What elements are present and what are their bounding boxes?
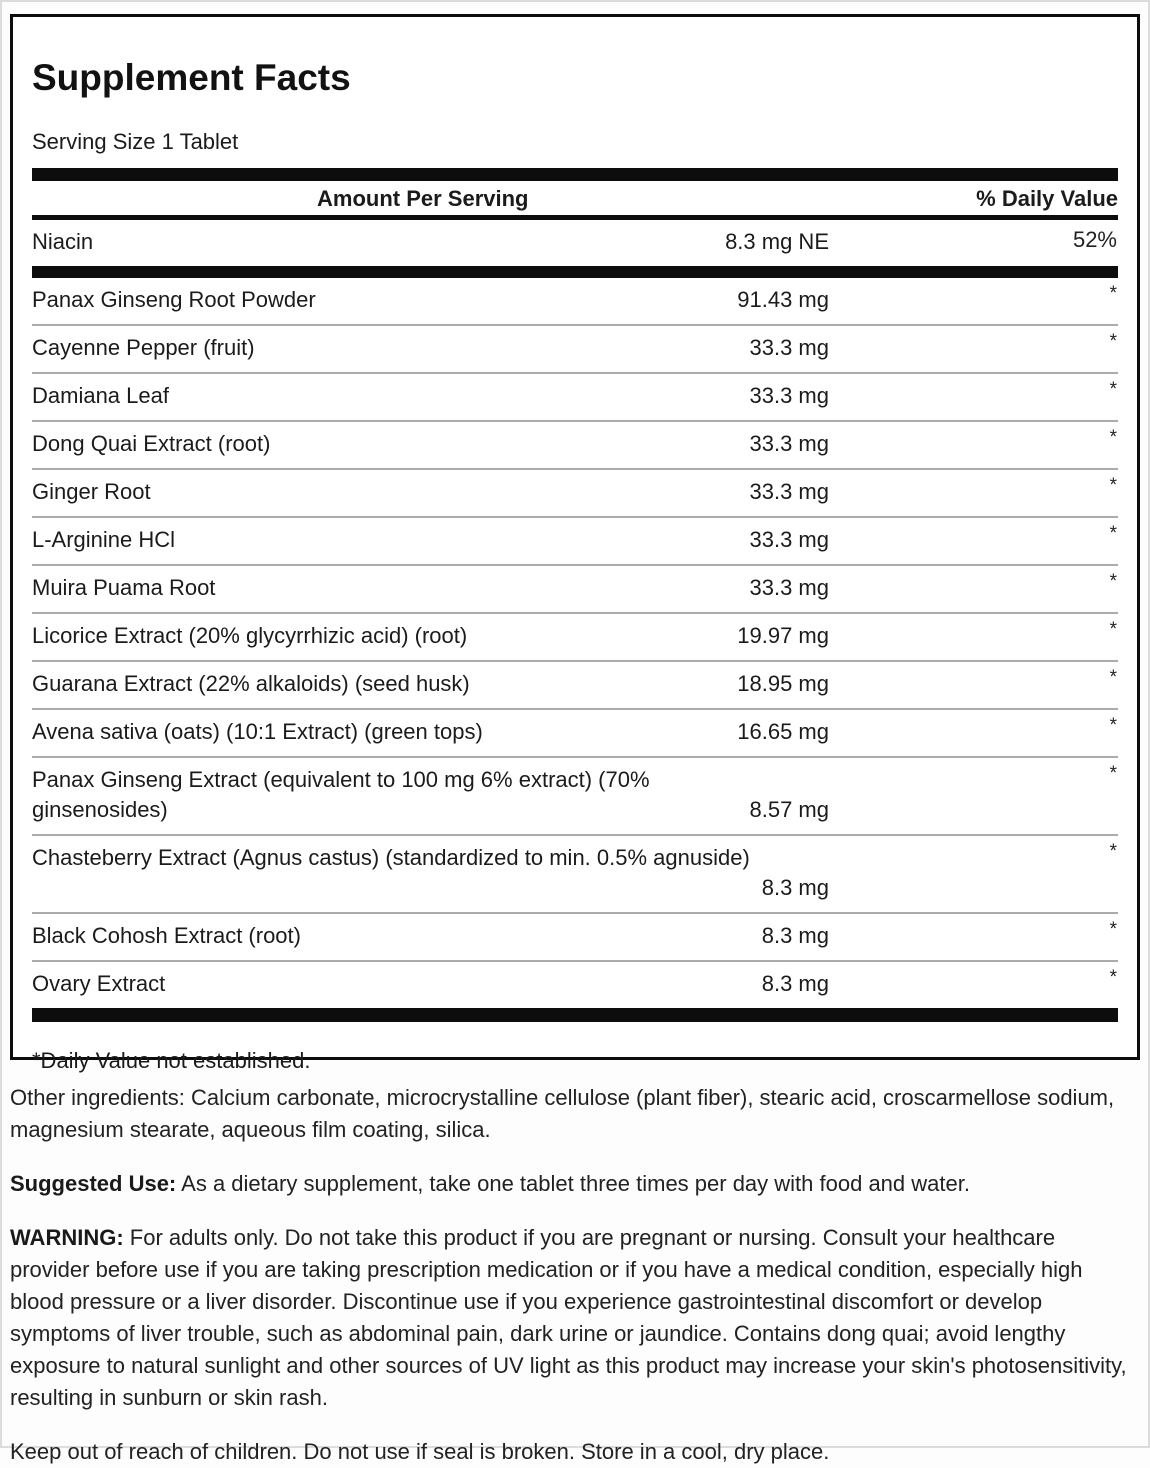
ingredient-amount: 16.65 mg	[737, 719, 829, 744]
table-row	[32, 564, 1118, 612]
ingredient-daily-value: 52%	[1072, 227, 1117, 252]
ingredient-daily-value: *	[1109, 763, 1117, 784]
label-info-section	[10, 1082, 1138, 1468]
ingredient-amount: 19.97 mg	[737, 623, 829, 648]
ingredient-amount: 33.3 mg	[749, 575, 829, 600]
table-row-niacin	[32, 220, 1118, 266]
table-header-row	[32, 181, 1118, 215]
panel-title: Supplement Facts	[32, 57, 351, 98]
ingredient-daily-value: *	[1109, 919, 1117, 940]
supplement-facts-panel	[10, 14, 1140, 1073]
table-row	[32, 468, 1118, 516]
other-ingredients-label: Other ingredients:	[10, 1085, 185, 1110]
divider-thick-top	[32, 168, 1118, 181]
ingredient-daily-value: *	[1109, 667, 1117, 688]
ingredient-daily-value: *	[1109, 523, 1117, 544]
ingredient-name: Dong Quai Extract (root)	[32, 431, 271, 456]
ingredient-name: Licorice Extract (20% glycyrrhizic acid) (root)	[32, 623, 468, 648]
other-ingredients-paragraph	[10, 1082, 1138, 1146]
ingredient-amount: 8.3 mg	[761, 875, 829, 900]
table-row	[32, 834, 1118, 912]
ingredient-name: Cayenne Pepper (fruit)	[32, 335, 255, 360]
ingredient-daily-value: *	[1109, 331, 1117, 352]
other-ingredients-text: Calcium carbonate, microcrystalline cellulose (plant fiber), stearic acid, croscarmellose sodium, magnesium stearate, aqueous film coating, silica.	[10, 1085, 1115, 1142]
table-row	[32, 324, 1118, 372]
table-row	[32, 708, 1118, 756]
ingredient-daily-value: *	[1109, 475, 1117, 496]
ingredient-amount: 8.3 mg	[761, 971, 829, 996]
ingredient-amount: 33.3 mg	[749, 431, 829, 456]
ingredient-amount: 33.3 mg	[749, 383, 829, 408]
ingredient-name: Black Cohosh Extract (root)	[32, 923, 301, 948]
amount-per-serving-header: Amount Per Serving	[317, 186, 529, 211]
serving-size: Serving Size 1 Tablet	[32, 129, 239, 154]
divider-thick-bottom	[32, 1008, 1118, 1022]
ingredient-daily-value: *	[1109, 379, 1117, 400]
ingredient-daily-value: *	[1109, 715, 1117, 736]
ingredient-name: Ginger Root	[32, 479, 151, 504]
ingredient-daily-value: *	[1109, 571, 1117, 592]
ingredient-name: L-Arginine HCl	[32, 527, 176, 552]
ingredient-name: Muira Puama Root	[32, 575, 216, 600]
table-row	[32, 756, 1118, 834]
warning-paragraph	[10, 1222, 1138, 1414]
table-row	[32, 372, 1118, 420]
table-row	[32, 278, 1118, 324]
ingredient-daily-value: *	[1109, 427, 1117, 448]
ingredient-daily-value: *	[1109, 967, 1117, 988]
suggested-use-text: As a dietary supplement, take one tablet three times per day with food and water.	[181, 1171, 970, 1196]
ingredient-daily-value: *	[1109, 283, 1117, 304]
table-row	[32, 516, 1118, 564]
ingredient-name-line2	[32, 873, 1118, 903]
ingredient-amount: 33.3 mg	[749, 479, 829, 504]
ingredient-amount: 33.3 mg	[749, 527, 829, 552]
ingredient-name: Ovary Extract	[32, 971, 166, 996]
storage-paragraph: Keep out of reach of children. Do not use if seal is broken. Store in a cool, dry place.	[10, 1439, 830, 1464]
ingredient-daily-value: *	[1109, 841, 1117, 862]
daily-value-header: % Daily Value	[976, 186, 1118, 211]
warning-text: For adults only. Do not take this product if you are pregnant or nursing. Consult your healthcare provider before use if you are taking prescription medication or if you have a medical condition, especially high blood pressure or a liver disorder. Discontinue use if you experience gastrointestinal discomfort or develop symptoms of liver trouble, such as abdominal pain, dark urine or jaundice. Contains dong quai; avoid lengthy exposure to natural sunlight and other sources of UV light as this product may increase your skin's photosensitivity, resulting in sunburn or skin rash.	[10, 1225, 1127, 1410]
ingredient-daily-value: *	[1109, 619, 1117, 640]
ingredient-name-line2: ginsenosides)	[32, 797, 168, 822]
daily-value-footnote: *Daily Value not established.	[32, 1048, 311, 1073]
ingredient-name: Avena sativa (oats) (10:1 Extract) (green tops)	[32, 719, 483, 744]
suggested-use-label: Suggested Use:	[10, 1171, 177, 1196]
table-row	[32, 660, 1118, 708]
table-row	[32, 912, 1118, 960]
ingredient-name: Damiana Leaf	[32, 383, 169, 408]
ingredient-amount: 8.57 mg	[749, 797, 829, 822]
ingredient-amount: 33.3 mg	[749, 335, 829, 360]
ingredient-name: Chasteberry Extract (Agnus castus) (standardized to min. 0.5% agnuside)	[32, 845, 750, 870]
suggested-use-paragraph	[10, 1168, 1138, 1200]
ingredient-amount: 8.3 mg	[761, 923, 829, 948]
ingredient-name: Niacin	[32, 229, 94, 254]
table-row	[32, 612, 1118, 660]
divider-thick-mid	[32, 266, 1118, 278]
warning-label: WARNING:	[10, 1225, 124, 1250]
ingredient-amount: 8.3 mg NE	[725, 229, 829, 254]
ingredient-amount: 18.95 mg	[737, 671, 829, 696]
ingredient-name: Panax Ginseng Root Powder	[32, 287, 316, 312]
table-row	[32, 960, 1118, 1008]
ingredient-name: Panax Ginseng Extract (equivalent to 100 mg 6% extract) (70%	[32, 767, 650, 792]
ingredient-name: Guarana Extract (22% alkaloids) (seed husk)	[32, 671, 470, 696]
ingredient-amount: 91.43 mg	[737, 287, 829, 312]
table-row	[32, 420, 1118, 468]
ingredient-rows	[32, 278, 1118, 1008]
